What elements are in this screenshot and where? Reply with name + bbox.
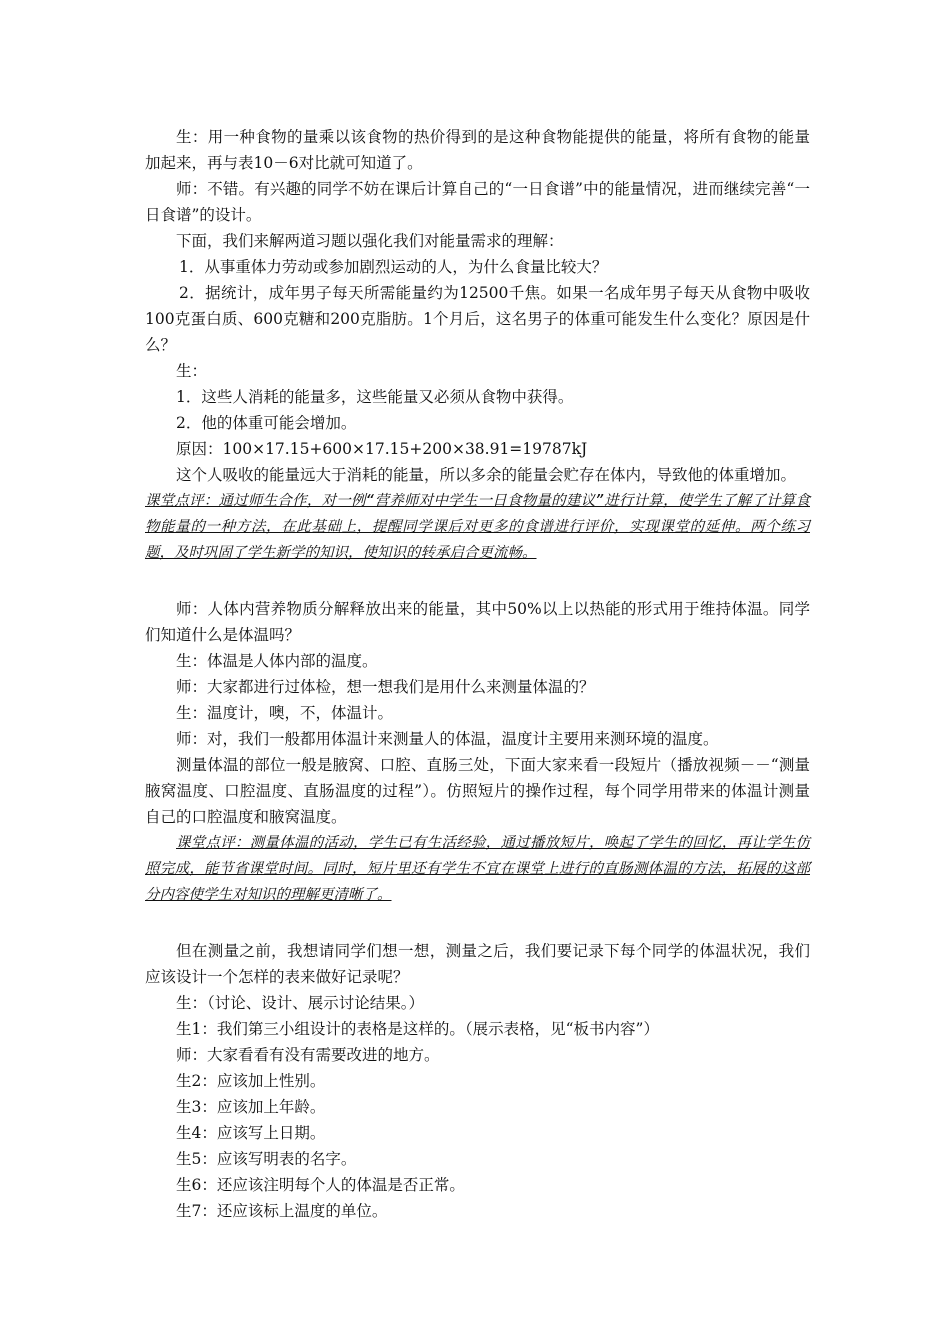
paragraph: 但在测量之前，我想请同学们想一想，测量之后，我们要记录下每个同学的体温状况，我们应该设计一个怎样的表来做好记录呢？ [145,942,810,986]
answer-item: 2．他的体重可能会增加。 [176,414,357,432]
paragraph: 生：用一种食物的量乘以该食物的热价得到的是这种食物能提供的能量，将所有食物的能量加起来，再与表10－6对比就可知道了。 [145,128,810,172]
spacer [145,566,810,596]
paragraph: 生：温度计，噢，不，体温计。 [176,704,394,722]
spacer [145,908,810,938]
class-comment: 课堂点评：通过师生合作，对一例“营养师对中学生一日食物量的建议”进行计算，使学生了解了计算食物能量的一种方法，在此基础上，提醒同学课后对更多的食谱进行评价，实现课堂的延伸。两个练习题，及时巩固了学生新学的知识，使知识的转承启合更流畅。 [145,493,810,561]
paragraph: 生4：应该写上日期。 [176,1124,326,1142]
paragraph: 师：对，我们一般都用体温计来测量人的体温，温度计主要用来测环境的温度。 [176,730,719,748]
paragraph: 这个人吸收的能量远大于消耗的能量，所以多余的能量会贮存在体内，导致他的体重增加。 [176,466,797,484]
paragraph: 师：大家看看有没有需要改进的地方。 [176,1046,440,1064]
question-item: 2．据统计，成年男子每天所需能量约为12500千焦。如果一名成年男子每天从食物中吸收100克蛋白质、600克糖和200克脂肪。1个月后，这名男子的体重可能发生什么变化？原因是什么？ [145,284,810,354]
question-item: 1．从事重体力劳动或参加剧烈运动的人，为什么食量比较大？ [179,258,608,276]
paragraph: 下面，我们来解两道习题以强化我们对能量需求的理解： [176,232,564,250]
paragraph: 生2：应该加上性别。 [176,1072,326,1090]
paragraph: 测量体温的部位一般是腋窝、口腔、直肠三处，下面大家来看一段短片（播放视频－－“测量腋窝温度、口腔温度、直肠温度的过程”）。仿照短片的操作过程，每个同学用带来的体温计测量自己的口腔温度和腋窝温度。 [145,756,810,826]
paragraph: 师：大家都进行过体检，想一想我们是用什么来测量体温的？ [176,678,595,696]
paragraph: 生7：还应该标上温度的单位。 [176,1202,388,1220]
paragraph: 师：人体内营养物质分解释放出来的能量，其中50%以上以热能的形式用于维持体温。同学们知道什么是体温吗？ [145,600,810,644]
paragraph: 生：体温是人体内部的温度。 [176,652,378,670]
class-comment: 课堂点评：测量体温的活动，学生已有生活经验，通过播放短片，唤起了学生的回忆，再让学生仿照完成，能节省课堂时间。同时，短片里还有学生不宜在课堂上进行的直肠测体温的方法，拓展的这部分内容使学生对知识的理解更清晰了。 [145,835,810,903]
answer-item: 1．这些人消耗的能量多，这些能量又必须从食物中获得。 [176,388,574,406]
paragraph: 生6：还应该注明每个人的体温是否正常。 [176,1176,465,1194]
paragraph: 生5：应该写明表的名字。 [176,1150,357,1168]
paragraph: 师：不错。有兴趣的同学不妨在课后计算自己的“一日食谱”中的能量情况，进而继续完善“一日食谱”的设计。 [145,180,810,224]
document-body [145,124,810,1224]
calculation-line: 原因：100×17.15+600×17.15+200×38.91=19787kJ [176,440,588,458]
paragraph: 生： [176,362,208,380]
paragraph: 生：（讨论、设计、展示讨论结果。） [176,994,425,1012]
paragraph: 生1：我们第三小组设计的表格是这样的。（展示表格，见“板书内容”） [176,1020,659,1038]
paragraph: 生3：应该加上年龄。 [176,1098,326,1116]
